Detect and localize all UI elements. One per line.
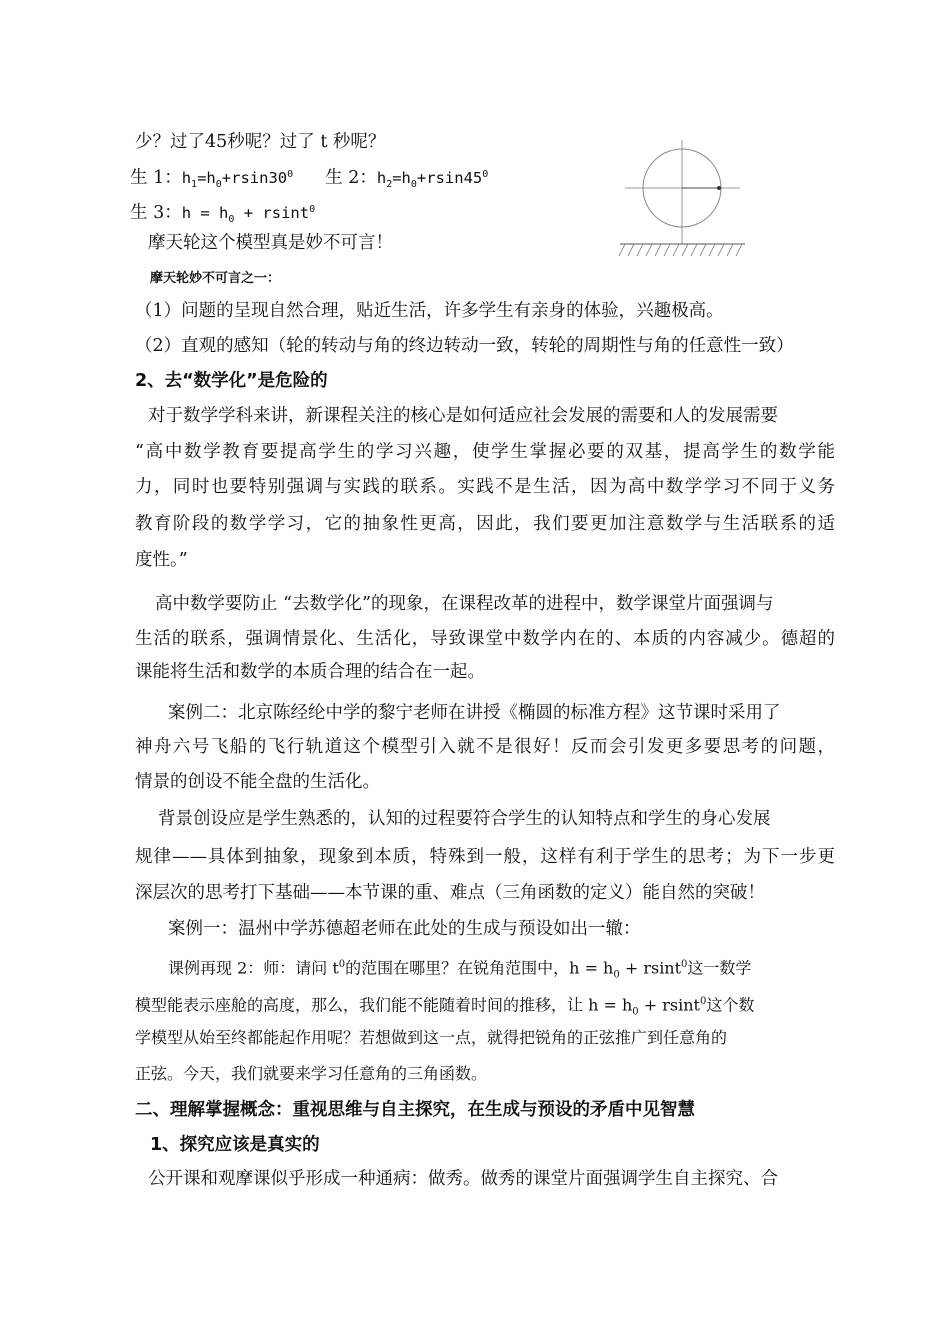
text-line: 摩天轮这个模型真是妙不可言！: [148, 233, 393, 253]
text-line: 案例二：北京陈经纶中学的黎宁老师在讲授《椭圆的标准方程》这节课时采用了: [168, 703, 781, 723]
subheading: 摩天轮妙不可言之一：: [150, 271, 281, 286]
text-line: 情景的创设不能全盘的生活化。: [135, 772, 380, 792]
text-line: （2）直观的感知（轮的转动与角的终边转动一致，转轮的周期性与角的任意性一致）: [135, 336, 794, 356]
text-line: 课能将生活和数学的本质合理的结合在一起。: [135, 662, 485, 682]
text-line: （1）问题的呈现自然合理，贴近生活，许多学生有亲身的体验，兴趣极高。: [135, 301, 724, 321]
text-line: 少？过了45秒呢？过了 t 秒呢？: [135, 132, 386, 152]
student1-label: 生 1：: [130, 168, 182, 189]
text-line: 度性。”: [135, 550, 188, 570]
section-subheading: 1、探究应该是真实的: [150, 1135, 320, 1155]
student2-formula: $h_2=h_0+rsin45^0$: [376, 169, 489, 191]
student3-formula: $h = h_0 + rsint^0$: [181, 204, 316, 226]
student3-label: 生 3：: [130, 203, 182, 224]
ground-hatching: [619, 244, 742, 256]
text-line: 力，同时也要特别强调与实践的联系。实践不是生活，因为高中数学学习不同于义务: [135, 477, 835, 497]
text-line: 案例一：温州中学苏德超老师在此处的生成与预设如出一辙：: [168, 919, 641, 939]
text-line: 背景创设应是学生熟悉的，认知的过程要符合学生的认知特点和学生的身心发展: [158, 809, 771, 829]
text-line: 对于数学学科来讲，新课程关注的核心是如何适应社会发展的需要和人的发展需要: [148, 406, 778, 426]
text-line: 正弦。今天，我们就要来学习任意角的三角函数。: [135, 1064, 488, 1083]
student-answers-line: [130, 164, 488, 196]
text-line: 深层次的思考打下基础——本节课的重、难点（三角函数的定义）能自然的突破！: [135, 883, 765, 903]
text-line: 神舟六号飞船的飞行轨道这个模型引入就不是很好！反而会引发更多要思考的问题，: [135, 737, 835, 757]
lesson-line: 课例再现 2：师：请问 $t^0$的范围在哪里？在锐角范围中，$h = h_0 + rsint^0$这一数学: [168, 958, 752, 981]
ferris-wheel-diagram: [615, 132, 755, 267]
section-heading: 2、去“数学化”是危险的: [135, 371, 328, 391]
text-line: “高中数学教育要提高学生的学习兴趣，使学生掌握必要的双基，提高学生的数学能: [135, 442, 835, 462]
text-line: 规律——具体到抽象，现象到本质，特殊到一般，这样有利于学生的思考；为下一步更: [135, 847, 835, 867]
text-line: 教育阶段的数学学习，它的抽象性更高，因此，我们要更加注意数学与生活联系的适: [135, 514, 835, 534]
student3-line: [130, 199, 315, 231]
cabin-point: [717, 186, 721, 190]
lesson-line: 模型能表示座舱的高度，那么，我们能不能随着时间的推移，让 $h = h_0 + rsint^0$这个数: [135, 995, 755, 1018]
text-line: 学模型从始至终都能起作用呢？若想做到这一点，就得把锐角的正弦推广到任意角的: [135, 1028, 728, 1047]
student2-label: 生 2：: [325, 168, 377, 189]
text-line: 公开课和观摩课似乎形成一种通病：做秀。做秀的课堂片面强调学生自主探究、合: [148, 1169, 778, 1189]
section-heading: 二、理解掌握概念：重视思维与自主探究，在生成与预设的矛盾中见智慧: [135, 1100, 695, 1120]
text-line: 高中数学要防止 “去数学化”的现象，在课程改革的进程中，数学课堂片面强调与: [155, 594, 774, 614]
text-line: 生活的联系，强调情景化、生活化，导致课堂中数学内在的、本质的内容减少。德超的: [135, 629, 835, 649]
student1-formula: $h_1=h_0+rsin30^0$: [181, 169, 294, 191]
